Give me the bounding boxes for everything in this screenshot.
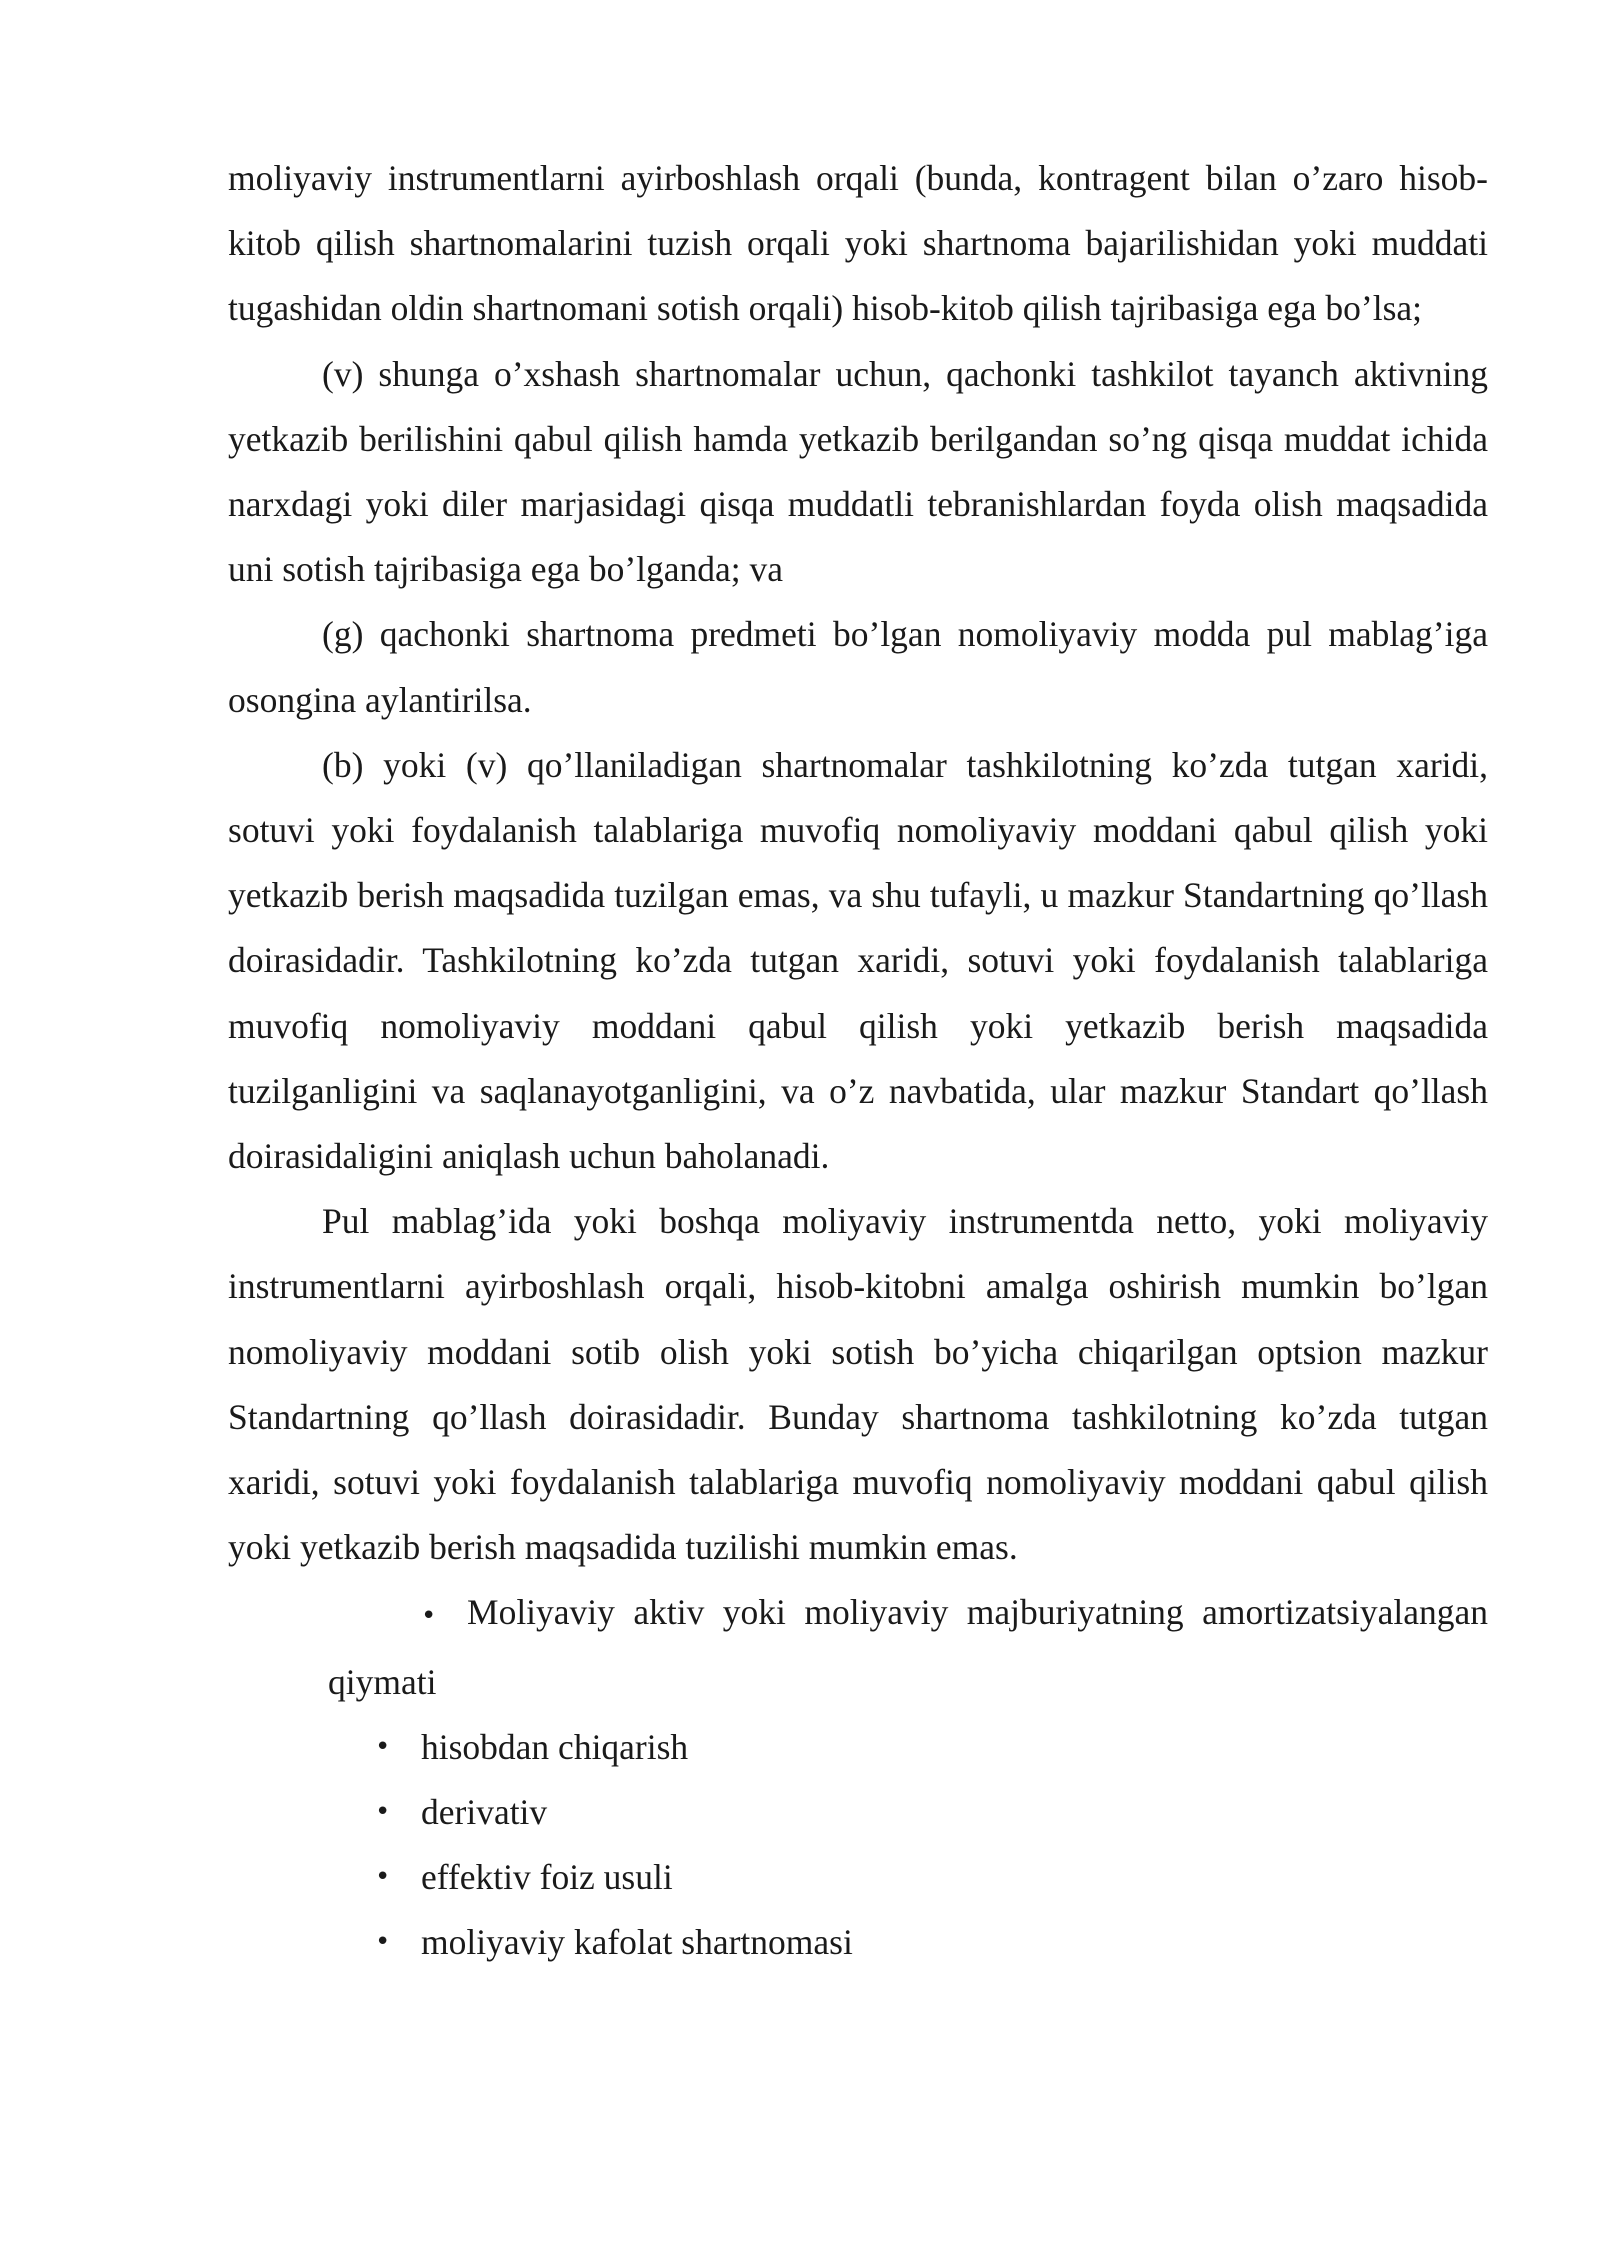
bullet-icon: • <box>421 1601 437 1632</box>
definitions-list <box>228 1580 1488 1975</box>
list-item-label: effektiv foiz usuli <box>421 1857 673 1898</box>
bullet-icon: • <box>375 1797 391 1828</box>
document-body <box>228 146 1488 1976</box>
bullet-icon: • <box>375 1927 391 1958</box>
list-item <box>328 1580 1488 1714</box>
list-item-label: moliyaviy kafolat shartnomasi <box>421 1922 853 1963</box>
list-item <box>328 1845 1488 1910</box>
paragraph-continuation: moliyaviy instrumentlarni ayirboshlash orqali (bunda, kontragent bilan o’zaro hisob-kitob qilish shartnomalarini tuzish orqali yoki shartnoma bajarilishidan yoki muddati tugashidan oldin shartnomani sotish orqali) hisob-kitob qilish tajribasiga ega bo’lsa; <box>228 158 1488 329</box>
paragraph-option-scope: Pul mablag’ida yoki boshqa moliyaviy instrumentda netto, yoki moliyaviy instrumentlarni ayirboshlash orqali, hisob-kitobni amalga oshirish mumkin bo’lgan nomoliyaviy moddani sotib olish yoki sotish bo’yicha chiqarilgan optsion mazkur Standartning qo’llash doirasidadir. Bunday shartnoma tashkilotning ko’zda tutgan xaridi, sotuvi yoki foydalanish talablariga muvofiq nomoliyaviy moddani qabul qilish yoki yetkazib berish maqsadida tuzilishi mumkin emas. <box>228 1201 1488 1568</box>
bullet-icon: • <box>375 1731 391 1762</box>
list-item-label: hisobdan chiqarish <box>421 1726 689 1767</box>
paragraph-b-v-contracts: (b) yoki (v) qo’llaniladigan shartnomalar tashkilotning ko’zda tutgan xaridi, sotuvi yoki foydalanish talablariga muvofiq nomoliyaviy moddani qabul qilish yoki yetkazib berish maqsadida tuzilgan emas, va shu tufayli, u mazkur Standartning qo’llash doirasidadir. Tashkilotning ko’zda tutgan xaridi, sotuvi yoki foydalanish talablariga muvofiq nomoliyaviy moddani qabul qilish yoki yetkazib berish maqsadida tuzilganligini va saqlanayotganligini, va o’z navbatida, ular mazkur Standart qo’llash doirasidaligini aniqlash uchun baholanadi. <box>228 744 1488 1177</box>
list-item-label: derivativ <box>421 1792 548 1833</box>
list-item <box>328 1715 1488 1780</box>
paragraph-item-g: (g) qachonki shartnoma predmeti bo’lgan nomoliyaviy modda pul mablag’iga osongina aylantirilsa. <box>228 614 1488 720</box>
list-item <box>328 1910 1488 1975</box>
bullet-icon: • <box>375 1862 391 1893</box>
list-item <box>328 1780 1488 1845</box>
paragraph-item-v: (v) shunga o’xshash shartnomalar uchun, qachonki tashkilot tayanch aktivning yetkazib berilishini qabul qilish hamda yetkazib berilgandan so’ng qisqa muddat ichida narxdagi yoki diler marjasidagi qisqa muddatli tebranishlardan foyda olish maqsadida uni sotish tajribasiga ega bo’lganda; va <box>228 353 1488 590</box>
list-item-label: Moliyaviy aktiv yoki moliyaviy majburiyatning amortizatsiyalangan qiymati <box>328 1592 1488 1702</box>
